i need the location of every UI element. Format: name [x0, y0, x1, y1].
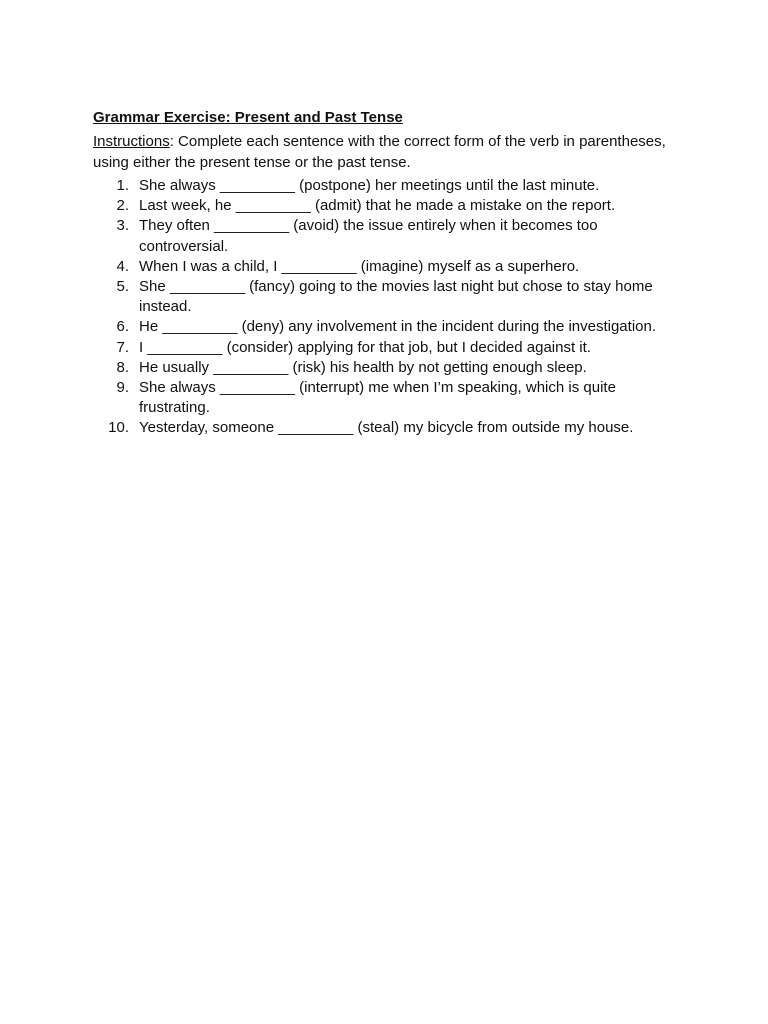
exercise-list	[93, 176, 673, 439]
item-text: When I was a child, I _________ (imagine) myself as a superhero.	[139, 257, 580, 275]
item-text: She always _________ (postpone) her meetings until the last minute.	[139, 177, 600, 194]
page-title: Grammar Exercise: Present and Past Tense	[93, 109, 403, 126]
item-text: Yesterday, someone _________ (steal) my bicycle from outside my house.	[139, 419, 634, 437]
item-number: 2.	[116, 197, 129, 215]
item-number: 5.	[116, 278, 129, 296]
instructions	[93, 131, 673, 173]
item-text: She _________ (fancy) going to the movies last night but chose to stay home instead.	[139, 278, 653, 316]
item-text: Last week, he _________ (admit) that he made a mistake on the report.	[139, 197, 616, 215]
item-number: 7.	[116, 338, 129, 356]
item-number: 10.	[108, 419, 129, 437]
item-number: 9.	[116, 379, 129, 397]
list-item	[93, 317, 673, 337]
list-item	[93, 338, 673, 358]
item-text: She always _________ (interrupt) me when I’m speaking, which is quite frustrating.	[139, 379, 616, 417]
item-text: I _________ (consider) applying for that job, but I decided against it.	[139, 338, 591, 356]
item-number: 3.	[116, 217, 129, 235]
instructions-label: Instructions	[93, 133, 170, 150]
item-number: 6.	[116, 318, 129, 336]
item-number: 8.	[116, 358, 129, 376]
item-text: He usually _________ (risk) his health by not getting enough sleep.	[139, 358, 587, 376]
list-item	[93, 196, 673, 216]
list-item	[93, 378, 673, 418]
instructions-text: : Complete each sentence with the correct form of the verb in parentheses, using either the present tense or the past tense.	[93, 133, 666, 171]
item-text: He _________ (deny) any involvement in the incident during the investigation.	[139, 318, 657, 336]
document-page	[93, 108, 673, 439]
list-item	[93, 277, 673, 317]
list-item	[93, 176, 673, 196]
item-number: 4.	[116, 257, 129, 275]
list-item	[93, 418, 673, 438]
list-item	[93, 216, 673, 256]
item-text: They often _________ (avoid) the issue entirely when it becomes too controversial.	[139, 217, 598, 255]
list-item	[93, 257, 673, 277]
list-item	[93, 358, 673, 378]
item-number: 1.	[116, 177, 129, 194]
